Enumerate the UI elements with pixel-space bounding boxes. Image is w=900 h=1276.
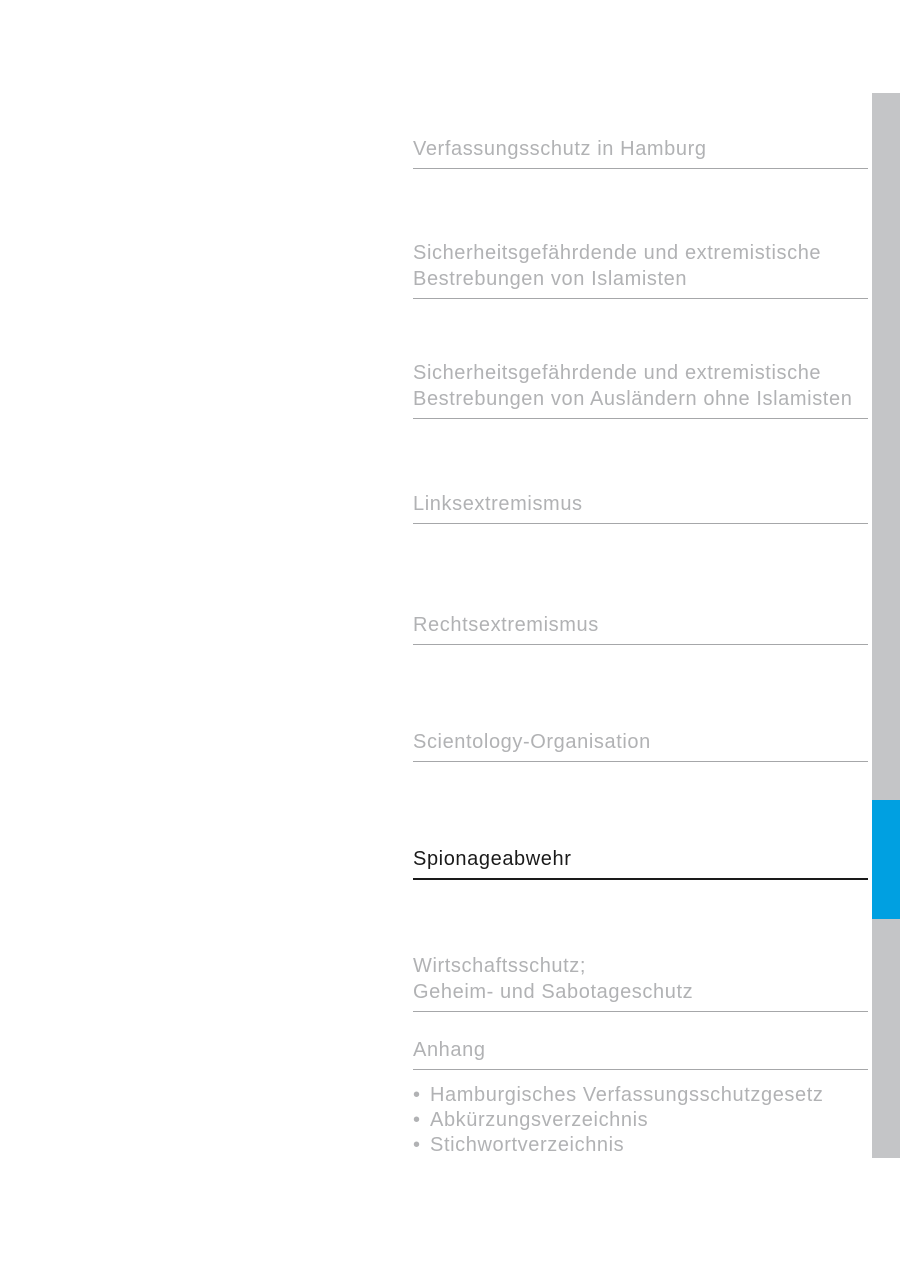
appendix-item-label: Abkürzungsverzeichnis bbox=[430, 1109, 649, 1131]
divider-rule bbox=[413, 644, 868, 645]
toc-entry-label: Geheim- und Sabotageschutz bbox=[413, 981, 694, 1003]
divider-rule bbox=[413, 168, 868, 169]
toc-entry-label: Bestrebungen von Islamisten bbox=[413, 268, 688, 290]
toc-entry-label: Spionageabwehr bbox=[413, 848, 572, 870]
toc-entry-label: Bestrebungen von Ausländern ohne Islamisten bbox=[413, 388, 853, 410]
toc-entry-label: Wirtschaftsschutz; bbox=[413, 955, 587, 977]
toc-entry-label: Rechtsextremismus bbox=[413, 614, 599, 636]
appendix-item-label: Stichwortverzeichnis bbox=[430, 1134, 625, 1156]
bullet-icon: • bbox=[413, 1109, 421, 1131]
toc-entry-label: Linksextremismus bbox=[413, 493, 583, 515]
appendix-item bbox=[413, 1133, 868, 1158]
bullet-icon: • bbox=[413, 1084, 421, 1106]
toc-entry-label: Verfassungsschutz in Hamburg bbox=[413, 138, 707, 160]
appendix-item-label: Hamburgisches Verfassungsschutzgesetz bbox=[430, 1084, 824, 1106]
active-divider-rule bbox=[413, 878, 868, 880]
bullet-icon: • bbox=[413, 1134, 421, 1156]
divider-rule bbox=[413, 523, 868, 524]
divider-rule bbox=[413, 761, 868, 762]
active-chapter-indicator bbox=[872, 800, 900, 919]
divider-rule bbox=[413, 1011, 868, 1012]
divider-rule bbox=[413, 298, 868, 299]
toc-entry-label: Sicherheitsgefährdende und extremistische bbox=[413, 242, 822, 264]
appendix-list bbox=[413, 1083, 868, 1158]
appendix-item bbox=[413, 1108, 868, 1133]
toc-entry-label: Scientology-Organisation bbox=[413, 731, 651, 753]
toc-entry-label: Anhang bbox=[413, 1039, 486, 1061]
chapter-marker-bar bbox=[872, 93, 900, 1158]
toc-entry-label: Sicherheitsgefährdende und extremistische bbox=[413, 362, 822, 384]
divider-rule bbox=[413, 418, 868, 419]
divider-rule bbox=[413, 1069, 868, 1070]
appendix-item bbox=[413, 1083, 868, 1108]
